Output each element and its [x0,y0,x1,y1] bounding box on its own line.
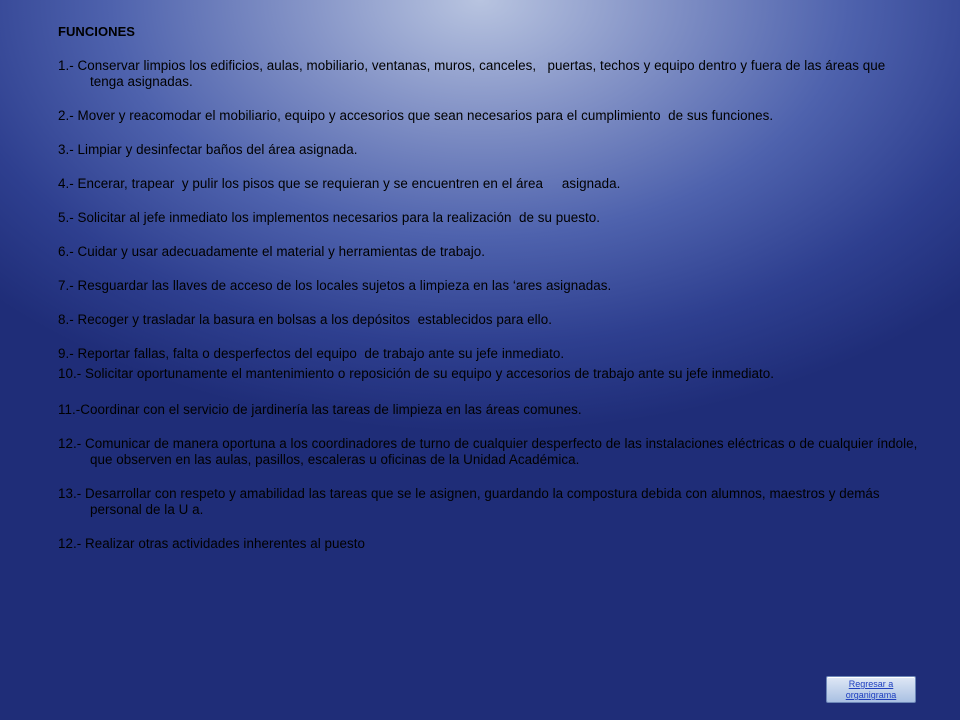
function-item-11: 11.-Coordinar con el servicio de jardinería las tareas de limpieza en las áreas comunes. [58,402,582,417]
slide-content [58,24,922,552]
function-item-14: 12.- Realizar otras actividades inherentes al puesto [58,536,366,551]
function-item-5: 5.- Solicitar al jefe inmediato los implementos necesarios para la realización de su puesto. [58,210,601,225]
function-item-1: 1.- Conservar limpios los edificios, aulas, mobiliario, ventanas, muros, canceles, puertas, techos y equipo dentro y fuera de las áreas que tenga asignadas. [58,58,890,89]
function-item-9: 9.- Reportar fallas, falta o desperfectos del equipo de trabajo ante su jefe inmediato. [58,346,565,361]
back-to-org-chart-button[interactable] [826,676,916,703]
function-item-3: 3.- Limpiar y desinfectar baños del área asignada. [58,142,358,157]
function-item-12: 12.- Comunicar de manera oportuna a los coordinadores de turno de cualquier desperfecto de las instalaciones eléctricas o de cualquier índole, que observen en las aulas, pasillos, escaleras u oficinas de la Unidad Académica. [58,436,922,467]
function-item-10: 10.- Solicitar oportunamente el mantenimiento o reposición de su equipo y accesorios de trabajo ante su jefe inmediato. [58,366,775,381]
function-item-6: 6.- Cuidar y usar adecuadamente el material y herramientas de trabajo. [58,244,486,259]
function-item-8: 8.- Recoger y trasladar la basura en bolsas a los depósitos establecidos para ello. [58,312,552,327]
function-item-4: 4.- Encerar, trapear y pulir los pisos que se requieran y se encuentren en el área asignada. [58,176,621,191]
back-button-label-line1[interactable]: Regresar a [848,679,894,689]
slide-title: FUNCIONES [58,24,136,39]
function-item-13: 13.- Desarrollar con respeto y amabilidad las tareas que se le asignen, guardando la compostura debida con alumnos, maestros y demás personal de la U a. [58,486,884,517]
back-button-label-line2[interactable]: organigrama [845,690,897,700]
function-item-2: 2.- Mover y reacomodar el mobiliario, equipo y accesorios que sean necesarios para el cumplimiento de sus funciones. [58,108,774,123]
function-item-7: 7.- Resguardar las llaves de acceso de los locales sujetos a limpieza en las ‘ares asignadas. [58,278,612,293]
